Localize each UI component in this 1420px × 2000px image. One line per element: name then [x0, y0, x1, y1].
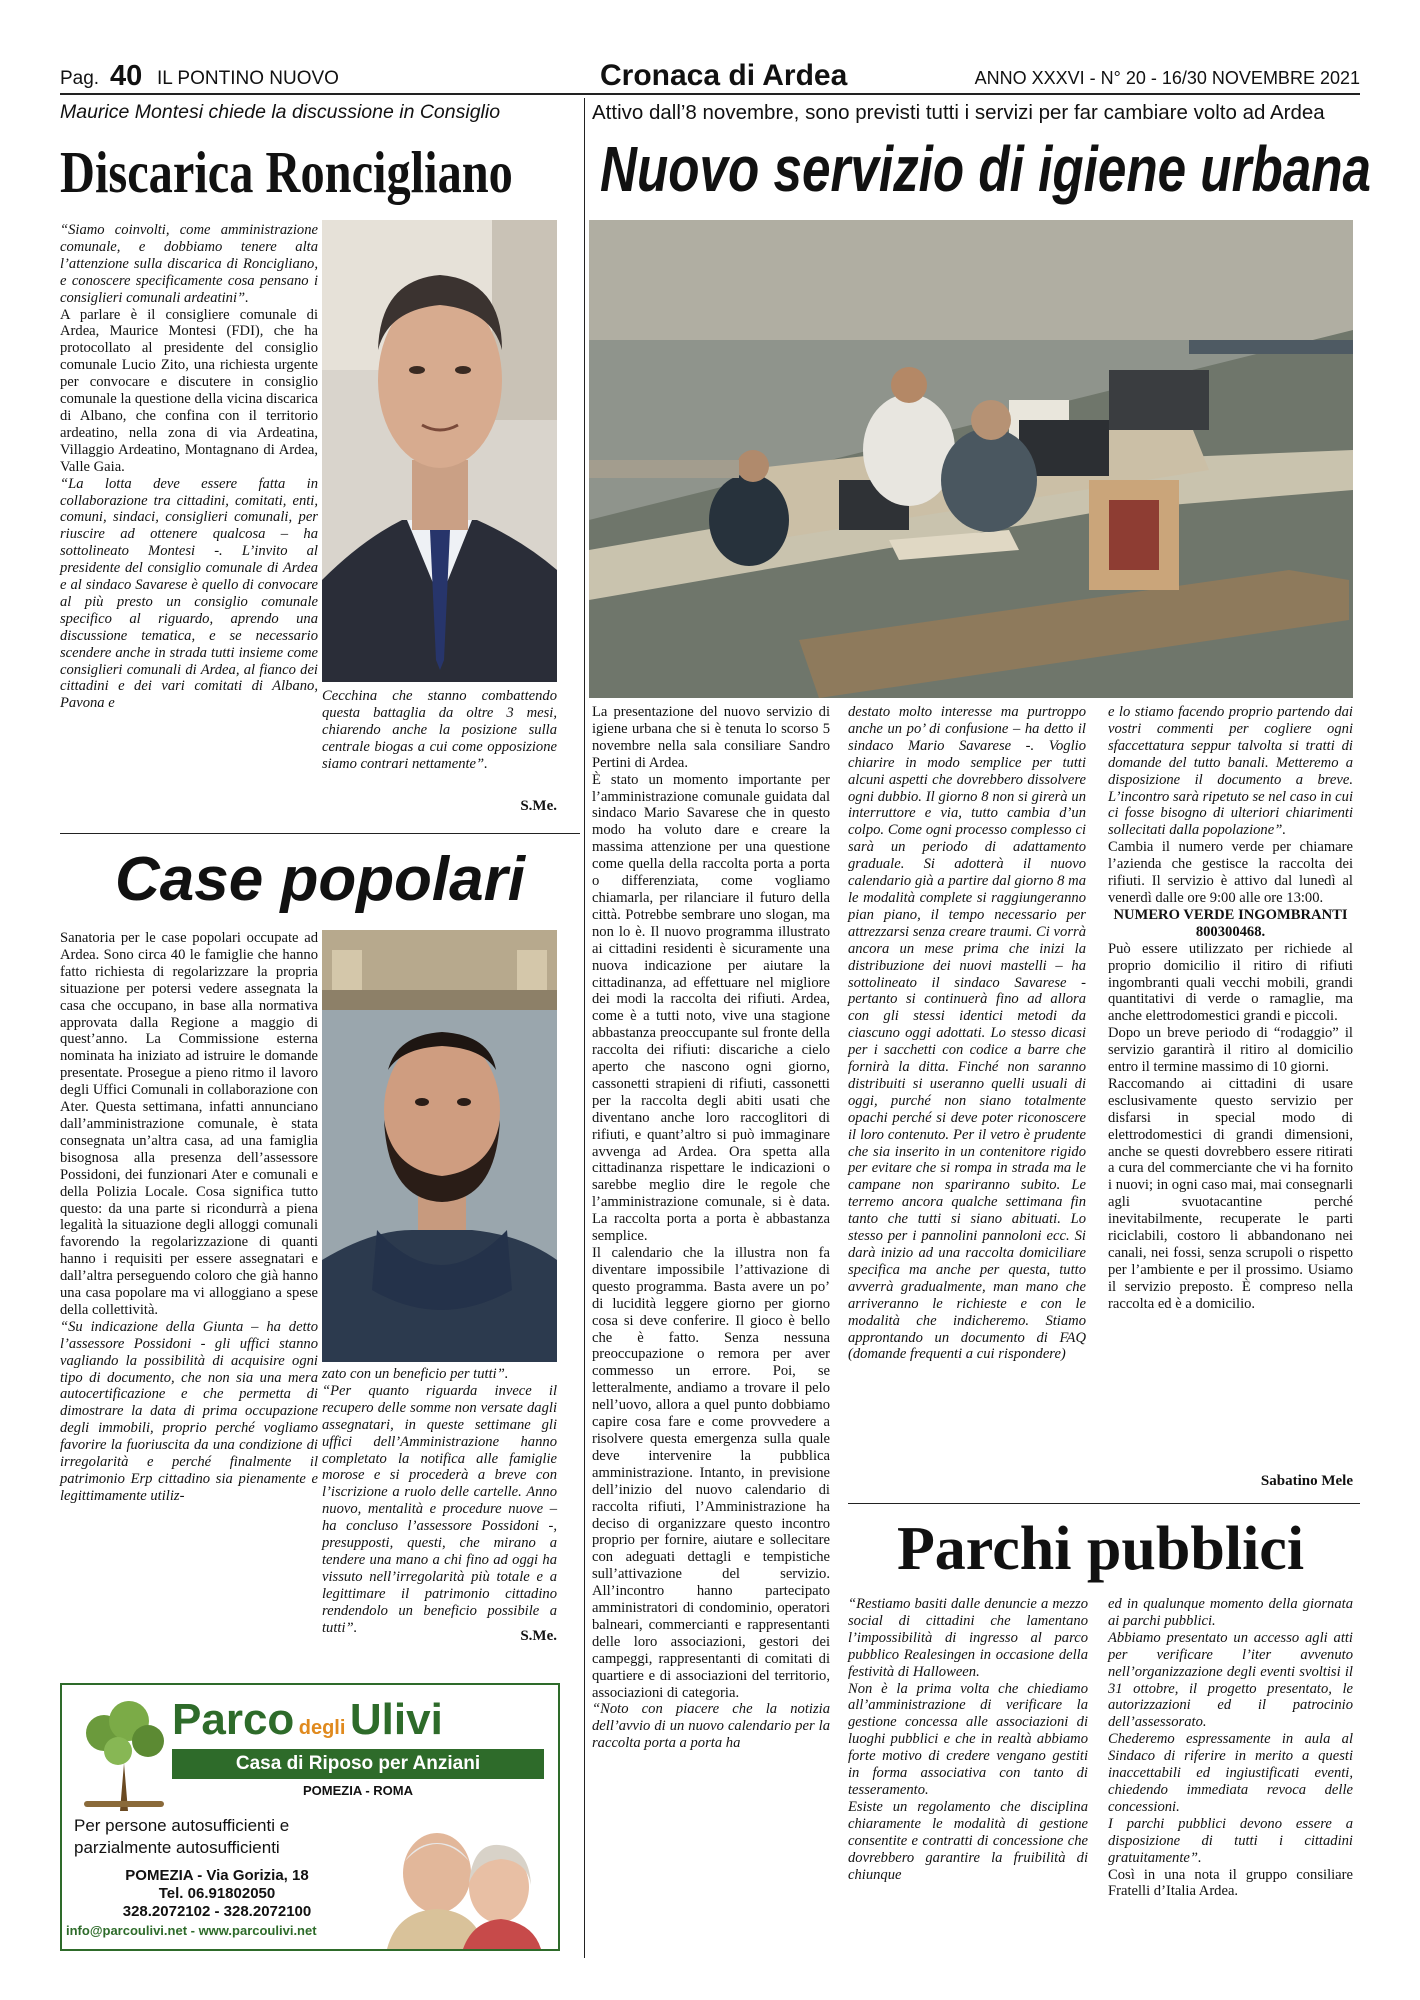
igiene-col-2 [848, 704, 1086, 1554]
page-number: 40 [110, 60, 143, 92]
paragraph: “La lotta deve essere fatta in collaborazione tra cittadini, comitati, enti, comuni, sindaci, consiglieri comunali, per riuscire ad ottenere qualcosa – ha sottolineato Montesi -. L’invito al presidente del consiglio comunale di Ardea e al sindaco Savarese è quello di convocare al più presto un consiglio comunale specifico al riguardo, aprendo una discussione tematica, e se necessario scendere anche in strada tutti insieme come consiglieri comunali di Ardea, al fianco dei cittadini e dei vari comitati di Albano, Pavona e [60, 475, 318, 712]
igiene-kicker: Attivo dall’8 novembre, sono previsti tutti i servizi per far cambiare volto ad Ardea [592, 101, 1325, 124]
paragraph: Il calendario che la illustra non fa diventare impossibile l’attivazione di questo programma. Basta avere un po’ di lucidità leggere giorno per giorno cosa si deve conferire. Il gioco è bello che è fatto. Senza nessuna preoccupazione o remora per aver commesso un errore. Poi, se letteralmente, andiamo a trovare il pelo nell’uovo, allora a quel punto dobbiamo capire cosa fare e come provvedere a risolvere questa emergenza sulla quale deve intervenire la pubblica amministrazione. Intanto, in previsione dell’inizio del nuovo calendario di raccolta rifiuti, l’Amministrazione ha deciso di organizzare questo incontro proprio per fornire, aiutare e sollecitare con adeguati dettagli e tempistiche sull’attivazione del servizio. All’incontro hanno partecipato amministratori di condominio, operatori balneari, commercianti e rappresentanti delle loro associazioni, gestori dei campeggi, rappresentanti di comitati di quartiere e di associazioni del territorio, associazioni di categoria. [592, 1245, 830, 1701]
paragraph: “Restiamo basiti dalle denuncie a mezzo social di cittadini che lamentano l’impossibilità di ingresso al parco pubblico Realesingen in occasione della festività di Halloween. [848, 1596, 1088, 1680]
parchi-rule [848, 1503, 1360, 1504]
paragraph: zato con un beneficio per tutti”. [322, 1366, 509, 1382]
numero-verde: 800300468. [1195, 923, 1266, 940]
paragraph: “Siamo coinvolti, come amministrazione comunale, e dobbiamo tenere alta l’attenzione sulla discarica di Roncigliano, e conoscere specificamente cosa pensano i consiglieri comunali ardeatini”. [60, 222, 318, 306]
masthead-rule [60, 93, 1360, 95]
ad-brand-ulivi: Ulivi [349, 1695, 443, 1744]
olive-tree-logo [74, 1693, 174, 1815]
paragraph: “Su indicazione della Giunta – ha detto l’assessore Possidoni - gli uffici stanno vagliando la possibilità di acquisire ogni tipo di documento, che non sia una mera autocertificazione e che permetta di dimostrare la data di prima occupazione degli immobili, proprio perché vogliamo favorire la fuoriuscita da una condizione di irregolarità e perché finalmente il patrimonio Erp cittadino sia pienamente e legittimamente utiliz- [60, 1318, 318, 1504]
ad-banner: Casa di Riposo per Anziani [172, 1749, 544, 1779]
montesi-photo [322, 220, 557, 682]
paragraph: Cambia il numero verde per chiamare l’azienda che gestisce la raccolta dei rifiuti. Il servizio è attivo dal lunedì al venerdì dalle ore 9:00 alle ore 13:00. [1108, 839, 1353, 906]
igiene-col-1 [592, 704, 830, 1954]
paragraph: A parlare è il consigliere comunale di Ardea, Maurice Montesi (FDI), che ha protocollato al presidente del consiglio comunale Lucio Zito, una richiesta urgente per convocare e discutere in consiglio comunale la questione della vicina discarica di Albano, che confina con il territorio ardeatino, nella zona di via Ardeatina, Villaggio Ardeatino, Montagnano di Ardea, Valle Gaia. [60, 306, 318, 475]
igiene-col-3 [1108, 704, 1353, 1504]
elderly-couple-photo [377, 1813, 557, 1949]
advertisement[interactable] [60, 1683, 560, 1951]
paragraph: Così in una nota il gruppo consiliare Fratelli d’Italia Ardea. [1108, 1866, 1353, 1900]
discarica-kicker: Maurice Montesi chiede la discussione in Consiglio [60, 101, 501, 123]
paragraph: Chederemo espressamente in aula al Sindaco di riferire in merito a questi inaccettabili ed ingiustificati eventi, chiedendo immediata revoca delle concessioni. [1108, 1731, 1353, 1815]
ad-brand-parco: Parco [172, 1695, 295, 1744]
parchi-col-1 [848, 1596, 1088, 1956]
paragraph: La presentazione del nuovo servizio di igiene urbana che si è tenuta lo scorso 5 novembre nella sala consiliare Sandro Pertini di Ardea. [592, 704, 830, 771]
paragraph: Sanatoria per le case popolari occupate ad Ardea. Sono circa 40 le famiglie che hanno fatto richiesta di regolarizzare la propria situazione per potersi vedere assegnata la casa che occupano, in base alla normativa approvata dalla Regione a maggio di quest’anno. La Commissione esterna nominata ha iniziato ad istruire le domande presentate. Prosegue a pieno ritmo il lavoro degli Uffici Comunali in collaborazione con Ater. Questa settimana, infatti annunciano dall’amministrazione comunale, è stata consegnata un’altra casa, ad una famiglia bisognosa alla presenza dell’assessore Possidoni, dei funzionari Ater e comunali e della Polizia Locale. Cosa significa tutto questo: da una parte si ricondurrà a piena legalità la situazione degli alloggi comunali favorendo la regolarizzazione di quanti hanno i requisiti per essere assegnatari e dall’altra perseguendo coloro che già hanno una casa popolare ma vi alloggiano a spese della collettività. [60, 930, 318, 1318]
paragraph: e lo stiamo facendo proprio partendo dai vostri commenti per cogliere ogni sfaccettatura seppur talvolta si tratti di domande del tutto banali. Metteremo a disposizione il documento a breve. L’incontro sarà ripetuto se nel caso in cui ci fosse bisogno di ulteriori chiarimenti sollecitati dalla popolazione”. [1108, 704, 1353, 839]
discarica-signature: S.Me. [520, 798, 557, 814]
masthead [60, 59, 1360, 92]
council-meeting-photo [589, 220, 1353, 698]
case-headline: Case popolari [115, 845, 525, 914]
discarica-headline: Discarica Roncigliano [60, 139, 513, 205]
ad-contact[interactable]: info@parcoulivi.net - www.parcoulivi.net [66, 1923, 317, 1938]
paper-name: IL PONTINO NUOVO [157, 68, 339, 89]
paragraph: Dopo un breve periodo di “rodaggio” il servizio garantirà il ritiro al domicilio entro il termine massimo di 10 giorni. [1108, 1025, 1353, 1076]
paragraph: Cecchina che stanno combattendo questa battaglia da oltre 3 mesi, chiarendo anche la posizione sulla centrale biogas a cui come opposizione siamo contrari nettamente”. [322, 688, 557, 772]
discarica-body-right [322, 688, 557, 800]
parchi-col-2 [1108, 1596, 1353, 1956]
paragraph: Non è la prima volta che chiediamo all’amministrazione di verificare la gestione concessa alle associazioni di luoghi pubblici e che in realtà abbiamo forte motivo di credere vengano gestiti in forma associativa con tanto di tesseramento. [848, 1680, 1088, 1798]
section-divider [60, 833, 580, 834]
paragraph: Raccomando ai cittadini di usare esclusivamente questo servizio per disfarsi in special modo di elettrodomestici di grandi dimensioni, anche se questi dovrebbero essere ritirati a cura del commerciante che vi ha fornito i nuovi; in ogni caso mai, mai consegnarli agli svuotacantine perché inevitabilmente, recuperate le parti riciclabili, costoro li abbandonano nei canali, nei fossi, senza scrupoli o rispetto per l’ambiente e per il prossimo. Usiamo il servizio preposto. È compreso nella raccolta ed è a domicilio. [1108, 1075, 1353, 1312]
ad-mobile: 328.2072102 - 328.2072100 [122, 1903, 312, 1920]
page-label: Pag. [60, 68, 100, 89]
paragraph: Esiste un regolamento che disciplina chiaramente le modalità di gestione consentite e contratti di concessione che dovrebbero garantire la fruibilità di chiunque [848, 1798, 1088, 1883]
paragraph: “Noto con piacere che la notizia dell’avvio di un nuovo calendario per la raccolta porta a porta ha [592, 1701, 830, 1752]
igiene-signature: Sabatino Mele [1260, 1473, 1353, 1489]
page-column-divider [584, 98, 585, 1958]
paragraph: È stato un momento importante per l’amministrazione comunale guidata dal sindaco Mario Savarese che in questo modo ha voluto dare e creare la massima attenzione per una questione come quella della raccolta porta a porta o differenziata, come vogliamo chiamarla, per rilanciare il futuro della città. Potrebbe sembrare uno slogan, ma non lo è. Il nuovo programma illustrato ai cittadini residenti è sicuramente una nuova indicazione per aiutare la cittadinanza, ad effettuare nel migliore dei modi la raccolta dei rifiuti. Ardea, come è a tutti noto, vive una stagione abbastanza preoccupante sul fronte della raccolta dei rifiuti: discariche a cielo aperto che nascono ogni giorno, cassonetti strapieni di rifiuti, cassonetti per la raccolta degli abiti usati che diventano anche loro raccoglitori di rifiuti, e quant’altro si può immaginare avvenga ad Ardea. Ora spetta alla cittadinanza rispettare le indicazioni o sarebbe meglio dire le regole che l’amministrazione comunale, si è data. La raccolta porta a porta è abbastanza semplice. [592, 771, 830, 1245]
paragraph: ed in qualunque momento della giornata ai parchi pubblici. [1108, 1596, 1353, 1629]
paragraph: Abbiamo presentato un accesso agli atti per verificare l’iter avvenuto nell’organizzazione degli eventi svoltisi il 31 ottobre, il progetto presentato, le autorizzazioni ed il patrocinio dell’assessorato. [1108, 1629, 1353, 1731]
case-body-right [322, 1366, 557, 1656]
ad-tagline: Per persone autosufficienti e parzialmente autosufficienti [74, 1816, 290, 1857]
ad-tel: Tel. 06.91802050 [158, 1885, 276, 1902]
issue-info: ANNO XXXVI - N° 20 - 16/30 NOVEMBRE 2021 [974, 68, 1360, 88]
paragraph: I parchi pubblici devono essere a disposizione di tutti i cittadini gratuitamente”. [1108, 1815, 1353, 1866]
numero-verde-title: NUMERO VERDE INGOMBRANTI [1113, 906, 1348, 923]
paragraph: Può essere utilizzato per richiede al proprio domicilio il ritiro di rifiuti ingombranti quali vecchi mobili, grandi quantitativi di verde o ramaglie, ma anche elettrodomestici grandi e piccoli. [1108, 940, 1353, 1025]
ad-brand [172, 1695, 552, 1751]
ad-brand-degli: degli [298, 1717, 346, 1739]
discarica-body-left [60, 222, 318, 817]
paragraph: destato molto interesse ma purtroppo anche un po’ di confusione – ha detto il sindaco Mario Savarese -. Voglio chiarire in modo semplice per tutti alcuni aspetti che dovrebbero dissolvere ogni dubbio. Il giorno 8 non si girerà un interruttore e via, tutto cambia d’un colpo. Come ogni processo complesso ci sarà un periodo di adattamento graduale. Si adotterà il nuovo calendario già a partire dal giorno 8 ma le modalità complete si raggiungeranno pian piano, il tempo necessario per attrezzarsi senza creare traumi. Ci vorrà ancora un mese prima che inizi la distribuzione dei nuovi mastelli – ha sottolineato il sindaco Savarese - pertanto si continuerà fino ad allora con gli stessi identici metodi da ciascuno oggi adottati. Lo stesso dicasi per i sacchetti con codice a barre che fornirà la ditta. Finché non saranno distribuiti si useranno quelli usuali di oggi, purché non siano totalmente opachi perché si deve poter riconoscere il loro contenuto. Per il vetro è prudente che sia inserito in un contenitore rigido per evitare che si rompa in strada ma le campane non spariranno subito. Le terremo ancora qualche settimana fin tanto che tutti si siano abituati. Lo stesso per i pannolini pannoloni ecc. Si darà inizio ad una raccolta domiciliare specifica ma anche per questa, tutto avverrà gradualmente, man mano che arriveranno le richieste e con le modalità che indicheremo. Stiamo approntando un documento di FAQ (domande frequenti a cui rispondere) [848, 704, 1086, 1363]
case-signature: S.Me. [520, 1628, 557, 1644]
parchi-headline: Parchi pubblici [896, 1515, 1305, 1583]
possidoni-photo [322, 930, 557, 1362]
ad-address: POMEZIA - Via Gorizia, 18 [125, 1867, 309, 1884]
igiene-headline: Nuovo servizio di igiene urbana [600, 133, 1371, 205]
section-title: Cronaca di Ardea [600, 59, 848, 92]
ad-location: POMEZIA - ROMA [302, 1783, 413, 1798]
paragraph: “Per quanto riguarda invece il recupero delle somme non versate dagli assegnatari, in queste settimane gli uffici dell’Amministrazione hanno completato la notifica alle famiglie morose e si procederà a breve con l’iscrizione a ruolo delle cartelle. Anno nuovo, mentalità e procedure nuove – ha concluso l’assessore Possidoni -, presupposti, questi, che mirano a tendere una mano a chi fino ad oggi ha vissuto nell’irregolarità più totale e a legittimare il patrimonio cittadino rendendolo un beneficio possibile a tutti”. [322, 1382, 557, 1636]
